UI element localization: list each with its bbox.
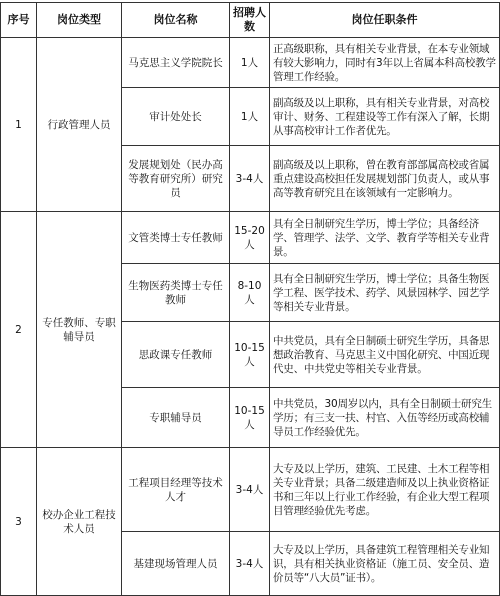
job-name: 思政课专任教师 (122, 322, 230, 388)
job-name: 生物医药类博士专任教师 (122, 264, 230, 322)
header-type: 岗位类型 (37, 3, 122, 38)
header-count: 招聘人数 (230, 3, 270, 38)
job-condition: 中共党员，具有全日制硕士研究生学历，具备思想政治教育、马克思主义中国化研究、中国近现代史、中共党史等相关专业背景。 (270, 322, 500, 388)
job-count: 10-15人 (230, 322, 270, 388)
header-condition: 岗位任职条件 (270, 3, 500, 38)
job-count: 3-4人 (230, 146, 270, 212)
job-count: 1人 (230, 38, 270, 88)
job-name: 工程项目经理等技术人才 (122, 448, 230, 532)
group-no: 3 (1, 448, 37, 596)
job-name: 审计处处长 (122, 88, 230, 146)
job-name: 专职辅导员 (122, 388, 230, 448)
job-count: 15-20人 (230, 212, 270, 264)
job-condition: 副高级及以上职称，曾在教育部部属高校或省属重点建设高校担任发展规划部门负责人，或从事高等教育研究且在该领域有一定影响力。 (270, 146, 500, 212)
job-name: 马克思主义学院院长 (122, 38, 230, 88)
table-row (1, 448, 500, 532)
job-name: 基建现场管理人员 (122, 532, 230, 596)
group-type: 校办企业工程技术人员 (37, 448, 122, 596)
job-count: 3-4人 (230, 448, 270, 532)
job-count: 10-15人 (230, 388, 270, 448)
job-condition: 大专及以上学历，具备建筑工程管理相关专业知识，具有相关执业资格证（施工员、安全员、造价员等“八大员”证书）。 (270, 532, 500, 596)
job-condition: 正高级职称，具有相关专业背景，在本专业领域有较大影响力，同时有3年以上省属本科高校教学管理工作经验。 (270, 38, 500, 88)
header-name: 岗位名称 (122, 3, 230, 38)
recruitment-table (0, 2, 500, 596)
group-type: 行政管理人员 (37, 38, 122, 212)
group-type: 专任教师、专职辅导员 (37, 212, 122, 448)
table-header-row (1, 3, 500, 38)
job-condition: 具有全日制研究生学历，博士学位；具备经济学、管理学、法学、文学、教育学等相关专业背景。 (270, 212, 500, 264)
job-condition: 中共党员，30周岁以内，具有全日制硕士研究生学历；有三支一扶、村官、入伍等经历或高校辅导员工作经验优先。 (270, 388, 500, 448)
job-condition: 大专及以上学历，建筑、工民建、土木工程等相关专业背景；具备二级建造师及以上执业资格证书和三年以上行业工作经验，有企业大型工程项目管理经验优先考虑。 (270, 448, 500, 532)
header-no: 序号 (1, 3, 37, 38)
table-row (1, 38, 500, 88)
job-count: 3-4人 (230, 532, 270, 596)
job-count: 8-10人 (230, 264, 270, 322)
job-condition: 具有全日制研究生学历，博士学位；具备生物医学工程、医学技术、药学、风景园林学、园艺学等相关专业背景。 (270, 264, 500, 322)
job-name: 文管类博士专任教师 (122, 212, 230, 264)
group-no: 2 (1, 212, 37, 448)
group-no: 1 (1, 38, 37, 212)
job-count: 1人 (230, 88, 270, 146)
job-condition: 副高级及以上职称，具有相关专业背景，对高校审计、财务、工程建设等工作有深入了解，长期从事高校审计工作者优先。 (270, 88, 500, 146)
job-name: 发展规划处（民办高等教育研究所）研究员 (122, 146, 230, 212)
table-row (1, 212, 500, 264)
